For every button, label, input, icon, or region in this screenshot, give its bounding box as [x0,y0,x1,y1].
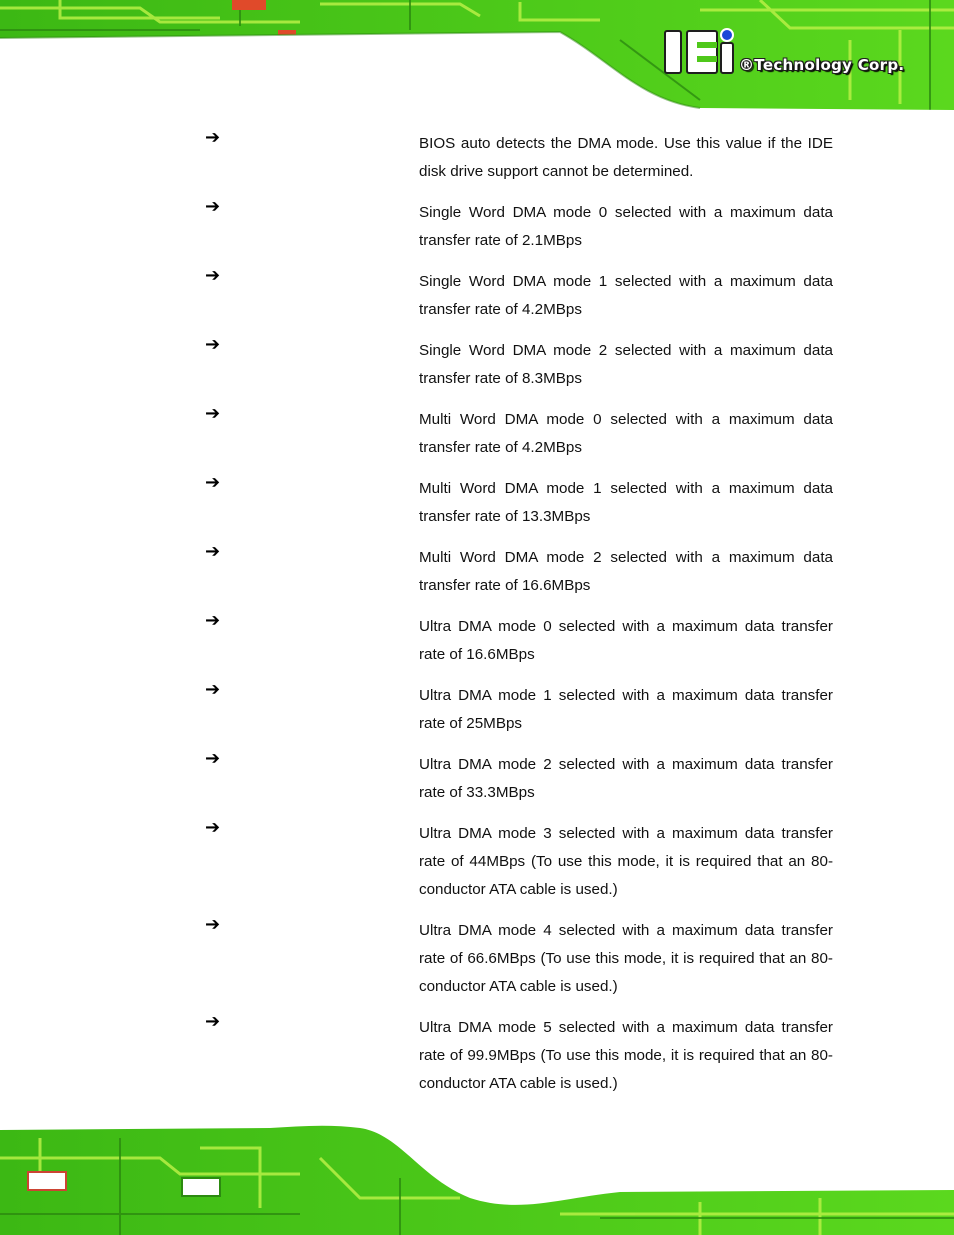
option-description: Ultra DMA mode 1 selected with a maximum data transfer rate of 25MBps [419,687,833,732]
option-description: Ultra DMA mode 5 selected with a maximum data transfer rate of 99.9MBps (To use this mode, it is required that an 80-conductor ATA cable is used.) [419,1019,833,1092]
option-description: Single Word DMA mode 1 selected with a maximum data transfer rate of 4.2MBps [419,273,833,318]
arrow-icon: ➔ [205,334,221,355]
option-description: Ultra DMA mode 4 selected with a maximum data transfer rate of 66.6MBps (To use this mode, it is required that an 80-conductor ATA cable is used.) [419,922,833,995]
arrow-icon: ➔ [205,610,221,631]
arrow-icon: ➔ [205,817,221,838]
arrow-icon: ➔ [205,679,221,700]
list-item [0,333,954,402]
arrow-icon: ➔ [205,196,221,217]
option-description: Single Word DMA mode 2 selected with a maximum data transfer rate of 8.3MBps [419,342,833,387]
list-item [0,1010,954,1107]
option-description: Single Word DMA mode 0 selected with a maximum data transfer rate of 2.1MBps [419,204,833,249]
option-description: Multi Word DMA mode 0 selected with a maximum data transfer rate of 4.2MBps [419,411,833,456]
list-item [0,747,954,816]
list-item [0,471,954,540]
list-item [0,678,954,747]
arrow-icon: ➔ [205,472,221,493]
list-item [0,126,954,195]
arrow-icon: ➔ [205,748,221,769]
list-item [0,816,954,913]
option-description: BIOS auto detects the DMA mode. Use this value if the IDE disk drive support cannot be determined. [419,135,833,180]
list-item [0,195,954,264]
company-logo [665,29,733,73]
arrow-icon: ➔ [205,1011,221,1032]
list-item [0,540,954,609]
option-description: Ultra DMA mode 3 selected with a maximum data transfer rate of 44MBps (To use this mode, it is required that an 80-conductor ATA cable is used.) [419,825,833,898]
list-item [0,402,954,471]
list-item [0,913,954,1010]
arrow-icon: ➔ [205,127,221,148]
option-description: Multi Word DMA mode 1 selected with a maximum data transfer rate of 13.3MBps [419,480,833,525]
option-list [0,126,954,1107]
option-description: Multi Word DMA mode 2 selected with a maximum data transfer rate of 16.6MBps [419,549,833,594]
company-name: ®Technology Corp. [739,56,905,74]
list-item [0,609,954,678]
arrow-icon: ➔ [205,403,221,424]
arrow-icon: ➔ [205,265,221,286]
list-item [0,264,954,333]
arrow-icon: ➔ [205,914,221,935]
option-description: Ultra DMA mode 2 selected with a maximum data transfer rate of 33.3MBps [419,756,833,801]
arrow-icon: ➔ [205,541,221,562]
footer-banner [0,1118,954,1235]
option-description: Ultra DMA mode 0 selected with a maximum data transfer rate of 16.6MBps [419,618,833,663]
